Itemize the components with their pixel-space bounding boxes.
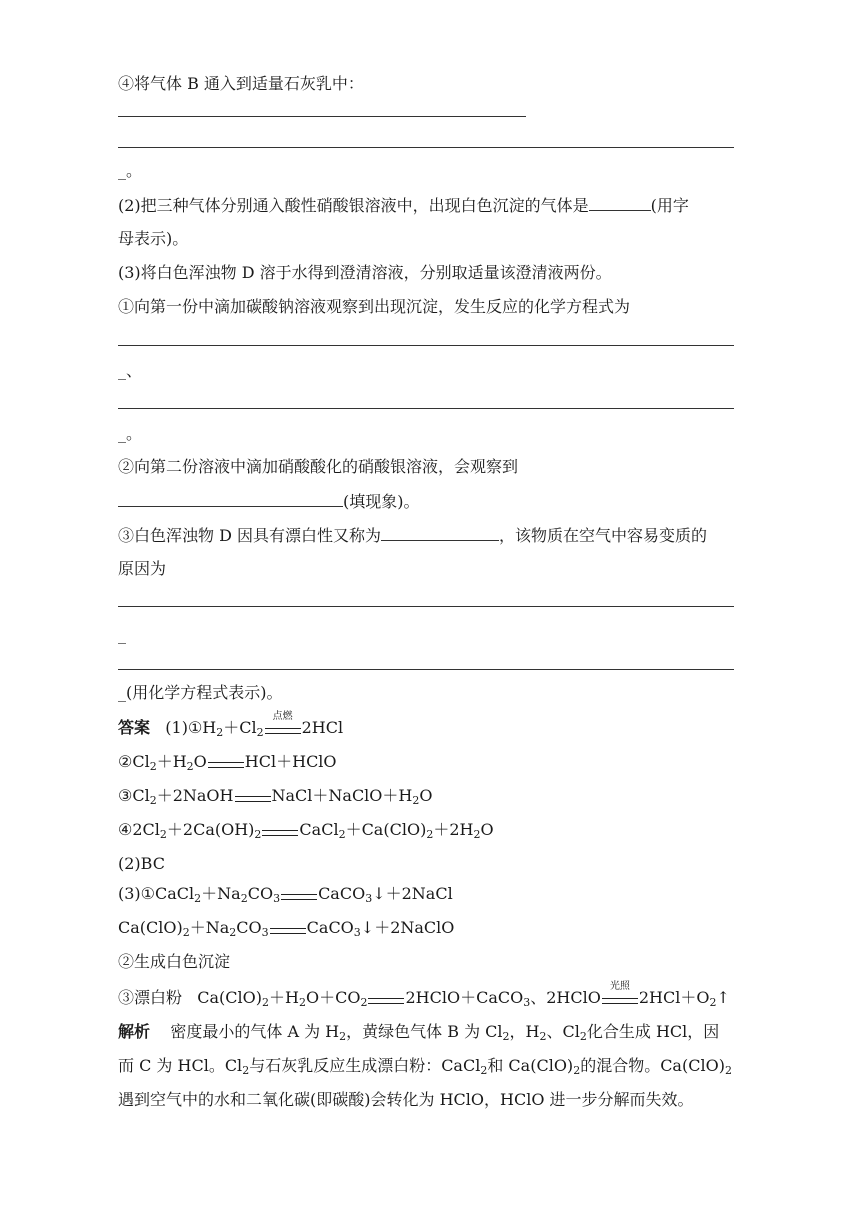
question-3-3: ③白色浑浊物 D 因具有漂白性又称为 ，该物质在空气中容易变质的 — [118, 526, 708, 545]
question-3-2-cont: (填现象)。 — [118, 490, 420, 513]
answer-label: 答案 — [118, 718, 151, 737]
fill-blank — [381, 524, 499, 541]
line-end: _、 — [118, 361, 143, 380]
question-4: ④将气体 B 通入到适量石灰乳中： — [118, 74, 364, 93]
answer-blank-line — [118, 408, 734, 409]
question-3: (3)将白色浑浊物 D 溶于水得到澄清溶液，分别取适量该澄清液两份。 — [118, 263, 612, 282]
question-3-1: ①向第一份中滴加碳酸钠溶液观察到出现沉淀，发生反应的化学方程式为 — [118, 297, 631, 316]
question-2-cont: 母表示)。 — [118, 229, 189, 248]
line-end: _。 — [118, 161, 143, 180]
reaction-arrow — [208, 758, 244, 768]
fill-blank — [589, 194, 651, 211]
answer-1-3: $③Cl_2+2NaOH$ $NaCl+NaClO+H_2O$ — [118, 786, 433, 807]
answer-3-2: ②生成白色沉淀 — [118, 952, 231, 971]
reaction-arrow — [368, 994, 404, 1004]
answer-blank-line — [118, 147, 734, 148]
reaction-arrow — [270, 924, 306, 934]
answer-blank-line — [118, 669, 734, 670]
fill-blank — [118, 490, 343, 507]
answer-1-2: $②Cl_2+H_2O$ HCl＋HClO — [118, 752, 337, 773]
reaction-arrow — [235, 792, 271, 802]
line-end: _ — [118, 625, 126, 644]
answer-3-1b: $Ca(ClO)_2+Na_2CO_3$ CaCO$_3$↓＋2NaClO — [118, 918, 455, 939]
question-2: (2)把三种气体分别通入酸性硝酸银溶液中，出现白色沉淀的气体是 (用字 — [118, 196, 689, 215]
analysis-line-3: 遇到空气中的水和二氧化碳(即碳酸)会转化为 HClO，HClO 进一步分解而失效。 — [118, 1090, 694, 1109]
reaction-arrow: 点燃 — [265, 724, 301, 734]
analysis-line-2: 而 C 为 HCl。$Cl_2$与石灰乳反应生成漂白粉：CaCl$_2$和 $Ca(ClO)_2$的混合物。$Ca(ClO)_2$ — [118, 1056, 732, 1077]
reaction-arrow: 光照 — [602, 994, 638, 1004]
question-3-3-cont: 原因为 — [118, 559, 167, 578]
reaction-arrow — [262, 826, 298, 836]
answer-blank-line — [118, 345, 734, 346]
answer-3-3: ③漂白粉 $Ca(ClO)_2+H_2O+CO_2$ 2HClO＋CaCO$_3$、2HClO 光照 $2HCl+O_2↑$ — [118, 980, 730, 1009]
question-3-2: ②向第二份溶液中滴加硝酸酸化的硝酸银溶液，会观察到 — [118, 457, 519, 476]
answer-2: (2)BC — [118, 854, 165, 873]
answer-3-1a: $(3)①CaCl_2+Na_2CO_3$ CaCO$_3$↓＋2NaCl — [118, 884, 453, 905]
line-end: _。 — [118, 424, 143, 443]
reaction-arrow — [281, 890, 317, 900]
analysis-line-1: 解析 密度最小的气体 A 为 $H_2$，黄绿色气体 B 为 $Cl_2$，$H_2$、$Cl_2$化合生成 HCl，因 — [118, 1022, 720, 1043]
analysis-label: 解析 — [118, 1022, 151, 1041]
answer-1-4: $④2Cl_2+2Ca(OH)_2$ $CaCl_2+Ca(ClO)_2+2H_2O$ — [118, 820, 494, 841]
answer-blank-line — [118, 116, 526, 117]
answer-1-1: 答案 $(1)①H_2+Cl_2$ 点燃 2HCl — [118, 710, 344, 739]
question-3-3-tail: _(用化学方程式表示)。 — [118, 683, 283, 702]
answer-blank-line — [118, 606, 734, 607]
